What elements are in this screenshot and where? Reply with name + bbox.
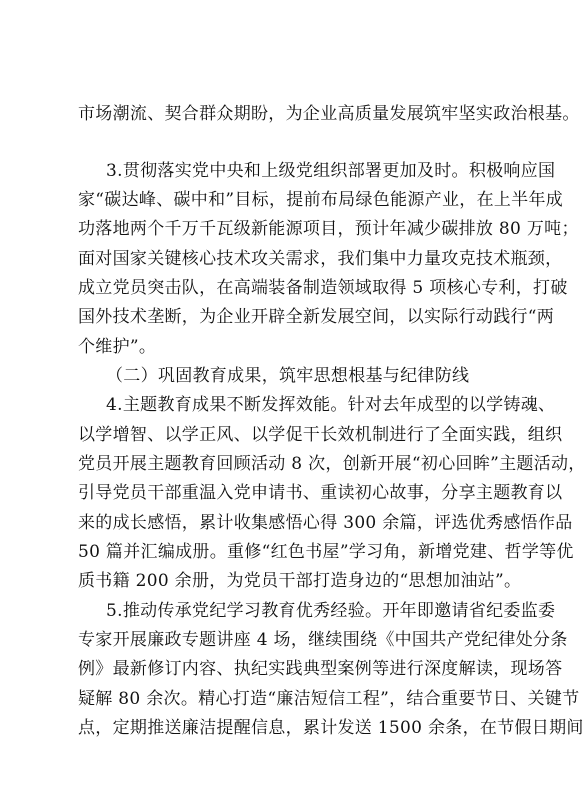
paragraph-line: 50 篇并汇编成册。重修“红色书屋”学习角，新增党建、哲学等优 [78,542,574,562]
paragraph-line: 3.贯彻落实党中央和上级党组织部署更加及时。积极响应国 [106,161,556,181]
paragraph-line: 个维护”。 [78,337,157,357]
paragraph-line: 面对国家关键核心技术攻关需求，我们集中力量攻克技术瓶颈， [78,249,563,269]
paragraph-line: 点，定期推送廉洁提醒信息，累计发送 1500 余条，在节假日期间 [78,718,584,738]
paragraph-line: 疑解 80 余次。精心打造“廉洁短信工程”，结合重要节日、关键节 [78,689,580,709]
paragraph-line: 家“碳达峰、碳中和”目标，提前布局绿色能源产业，在上半年成 [78,190,564,210]
paragraph-line: 国外技术垄断，为企业开辟全新发展空间，以实际行动践行“两 [78,307,555,327]
paragraph-line: 质书籍 200 余册，为党员干部打造身边的“思想加油站”。 [78,571,522,591]
paragraph-line: 以学增智、以学正风、以学促干长效机制进行了全面实践，组织 [78,425,563,445]
paragraph-line: 成立党员突击队，在高端装备制造领域取得 5 项核心专利，打破 [78,278,568,298]
paragraph-line: 5.推动传承党纪学习教育优秀经验。开年即邀请省纪委监委 [106,601,556,621]
section-heading: （二）巩固教育成果，筑牢思想根基与纪律防线 [106,366,470,386]
paragraph-line: 功落地两个千万千瓦级新能源项目，预计年减少碳排放 80 万吨； [78,219,579,239]
paragraph-line: 引导党员干部重温入党申请书、重读初心故事，分享主题教育以 [78,483,563,503]
paragraph-line: 4.主题教育成果不断发挥效能。针对去年成型的以学铸魂、 [106,395,556,415]
paragraph-line: 来的成长感悟，累计收集感悟心得 300 余篇，评选优秀感悟作品 [78,513,573,533]
paragraph-line: 党员开展主题教育回顾活动 8 次，创新开展“初心回眸”主题活动， [78,454,586,474]
paragraph-line: 例》最新修订内容、执纪实践典型案例等进行深度解读，现场答 [78,659,563,679]
paragraph-line: 市场潮流、契合群众期盼，为企业高质量发展筑牢坚实政治根基。 [78,104,580,124]
paragraph-line: 专家开展廉政专题讲座 4 场，继续围绕《中国共产党纪律处分条 [78,630,568,650]
